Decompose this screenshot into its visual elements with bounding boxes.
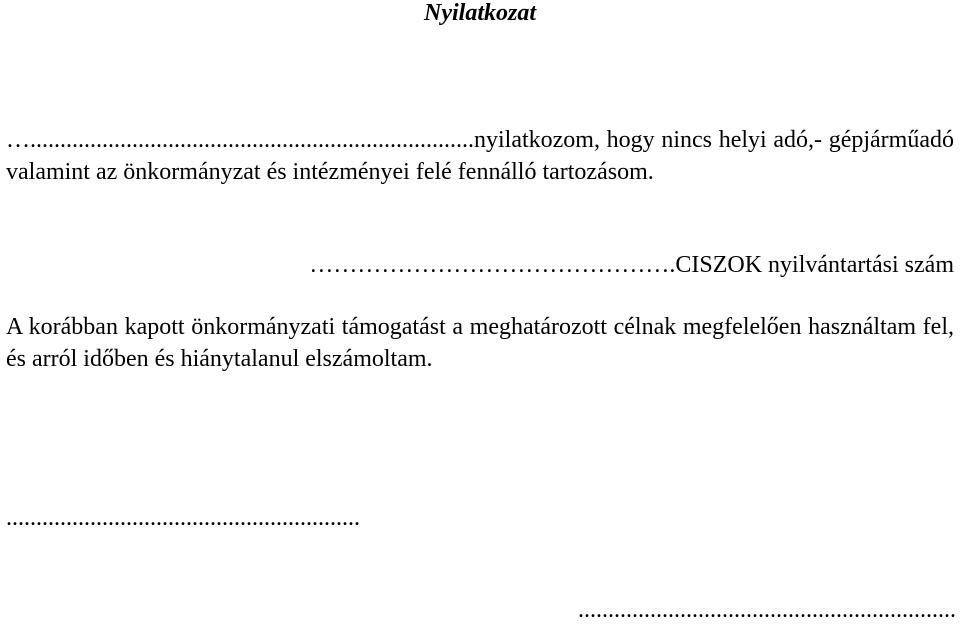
declaration-paragraph: …..........................................................................nyilatkozom, hogy nincs helyi adó,- gépjárműadó valamint az önkormányzat és intézményei felé fennálló tartozásom. [6,127,954,185]
ciszok-registration-line: ……………………………………….CISZOK nyilvántartási szám [309,252,954,278]
document-title: Nyilatkozat [424,0,536,26]
date-line: ........................................................... [6,505,360,531]
subsidy-statement-paragraph: A korábban kapott önkormányzati támogatást a meghatározott célnak megfelelően használtam fel, és arról időben és hiánytalanul elszámoltam. [6,314,954,372]
signature-line: ............................................................... [578,597,956,623]
